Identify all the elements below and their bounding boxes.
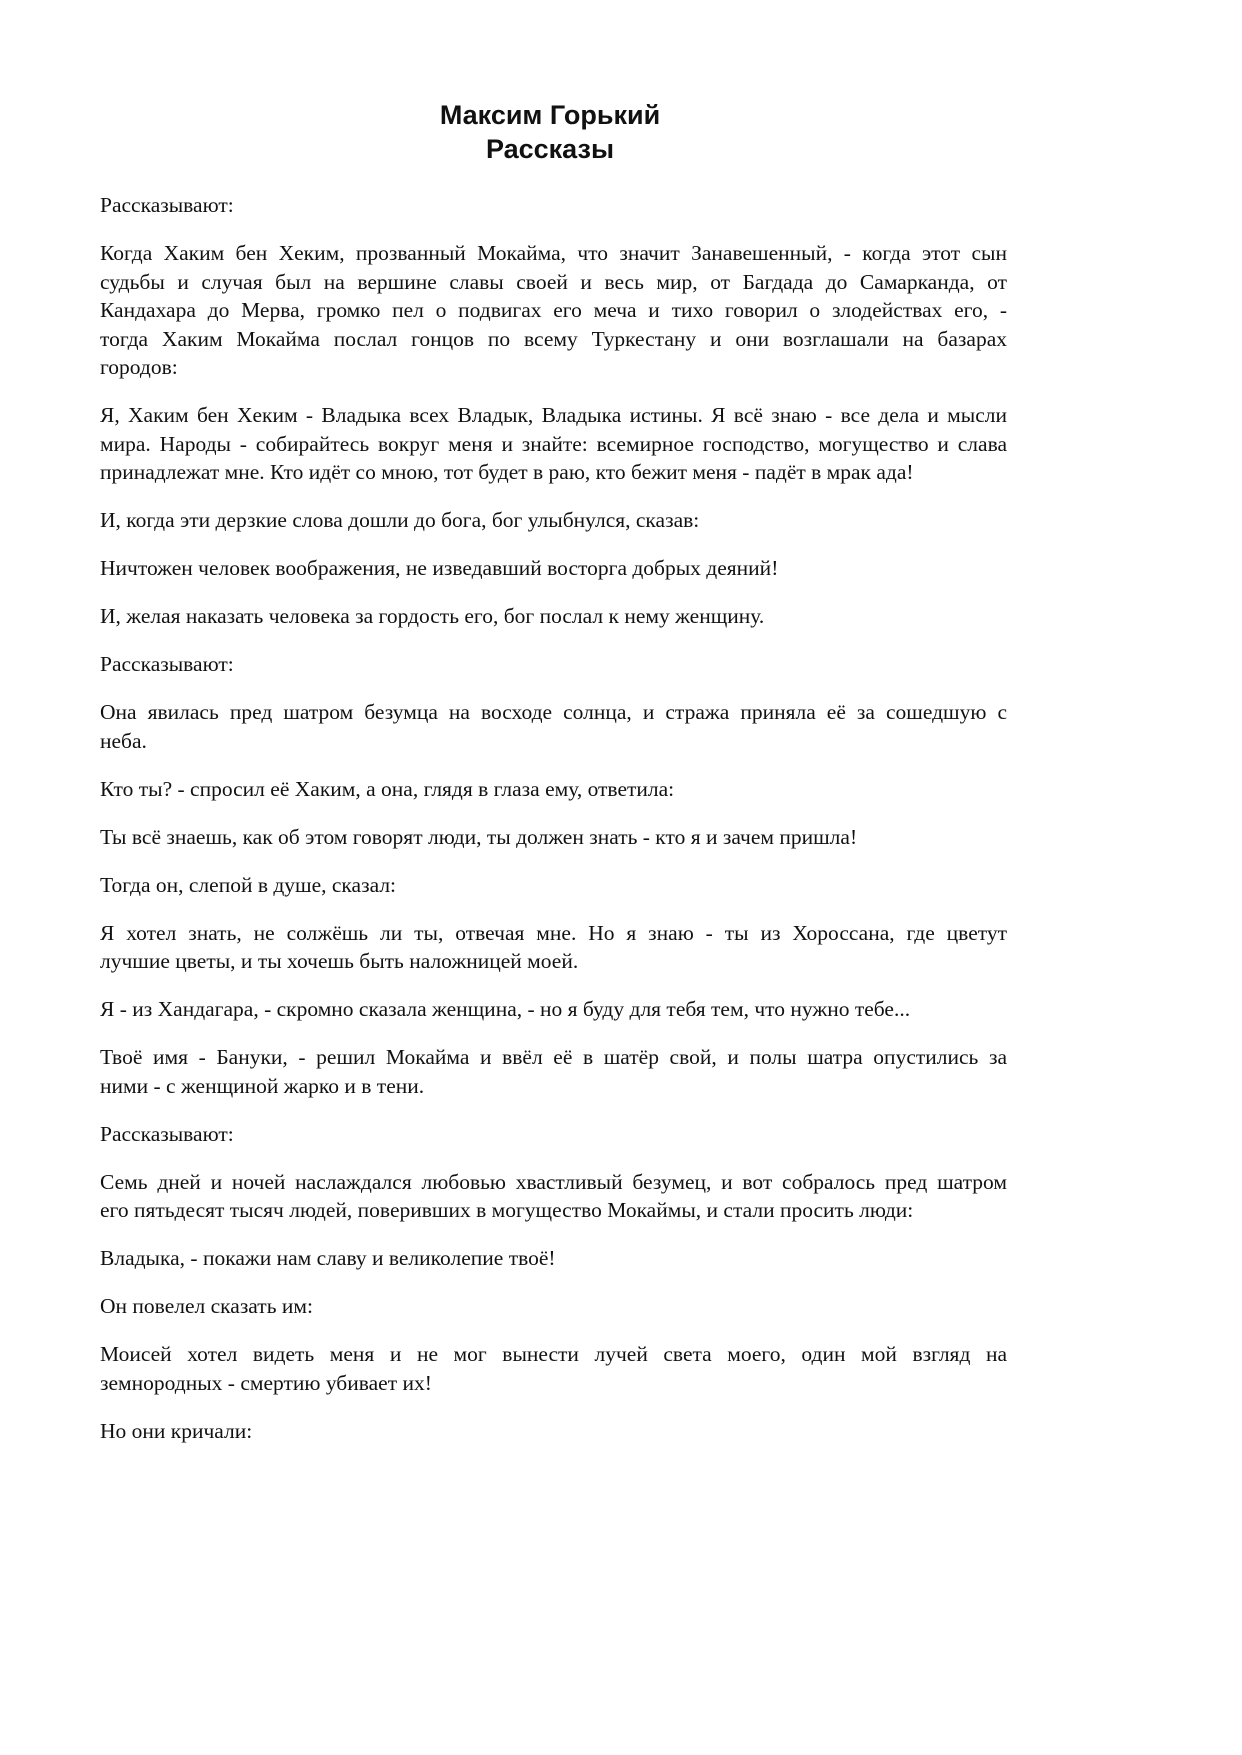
text-line: Владыка, - покажи нам славу и великолепие твоё! [100, 1246, 556, 1270]
paragraph [100, 506, 1007, 535]
paragraph [100, 871, 1007, 900]
text-line: Рассказывают: [100, 1121, 234, 1146]
paragraph [100, 698, 1007, 755]
text-line: Когда Хаким бен Хеким, прозванный Мокайма, что значит Занавешенный, - когда этот сын [100, 241, 1007, 265]
paragraph [100, 995, 1007, 1024]
text-line: Рассказывают: [100, 193, 234, 217]
text-line: его пятьдесят тысяч людей, поверивших в могущество Мокаймы, и стали просить люди: [100, 1198, 914, 1222]
text-line: И, желая наказать человека за гордость его, бог послал к нему женщину. [100, 604, 765, 628]
text-line: Ничтожен человек воображения, не изведавший восторга добрых деяний! [100, 556, 779, 580]
text-line: мира. Народы - собирайтесь вокруг меня и знайте: всемирное господство, могущество и слава [100, 431, 1007, 456]
text-line: Я хотел знать, не солжёшь ли ты, отвечая мне. Но я знаю - ты из Хороссана, где цветут [100, 920, 1007, 945]
text-line: земнородных - смертию убивает их! [100, 1370, 432, 1395]
paragraph [100, 401, 1007, 487]
paragraph [100, 1244, 1007, 1273]
paragraph [100, 239, 1007, 382]
paragraph [100, 1120, 1007, 1149]
text-line: Она явилась пред шатром безумца на восходе солнца, и стража приняла её за сошедшую с [100, 700, 1007, 724]
text-line: Ты всё знаешь, как об этом говорят люди, ты должен знать - кто я и зачем пришла! [100, 824, 858, 849]
paragraph [100, 650, 1007, 679]
text-line: Он повелел сказать им: [100, 1294, 313, 1318]
paragraph [100, 1340, 1007, 1397]
text-line: Я, Хаким бен Хеким - Владыка всех Владык, Владыка истины. Я всё знаю - все дела и мысли [100, 403, 1007, 427]
text-line: Но они кричали: [100, 1418, 253, 1443]
paragraph [100, 191, 1007, 220]
text-line: Твоё имя - Бануки, - решил Мокайма и ввёл её в шатёр свой, и полы шатра опустились за [100, 1045, 1007, 1069]
document-body [100, 191, 1007, 1465]
text-line: лучшие цветы, и ты хочешь быть наложницей моей. [100, 949, 579, 973]
paragraph [100, 823, 1007, 852]
text-line: судьбы и случая был на вершине славы своей и весь мир, от Багдада до Самарканда, от [100, 269, 1007, 294]
text-line: принадлежат мне. Кто идёт со мною, тот будет в раю, кто бежит меня - падёт в мрак ада! [100, 460, 914, 484]
text-line: ними - с женщиной жарко и в тени. [100, 1073, 425, 1098]
text-line: И, когда эти дерзкие слова дошли до бога, бог улыбнулся, сказав: [100, 508, 700, 532]
text-line: неба. [100, 728, 147, 753]
text-line: Тогда он, слепой в душе, сказал: [100, 872, 397, 897]
paragraph [100, 919, 1007, 976]
text-line: тогда Хаким Мокайма послал гонцов по всему Туркестану и они возглашали на базарах [100, 326, 1007, 351]
author-name: Максим Горький [439, 100, 661, 130]
text-line: Кандахара до Мерва, громко пел о подвигах его меча и тихо говорил о злодействах его, - [100, 298, 1007, 322]
paragraph [100, 1292, 1007, 1321]
paragraph [100, 554, 1007, 583]
paragraph [100, 1168, 1007, 1225]
collection-title: Рассказы [485, 134, 615, 164]
text-line: Я - из Хандагара, - скромно сказала женщина, - но я буду для тебя тем, что нужно тебе... [100, 997, 911, 1021]
text-line: Семь дней и ночей наслаждался любовью хвастливый безумец, и вот собралось пред шатром [100, 1169, 1007, 1194]
document-title [0, 98, 1100, 166]
paragraph [100, 602, 1007, 631]
paragraph [100, 1417, 1007, 1446]
text-line: Рассказывают: [100, 652, 234, 676]
text-line: городов: [100, 355, 178, 379]
text-line: Кто ты? - спросил её Хаким, а она, глядя в глаза ему, ответила: [100, 776, 675, 801]
text-line: Моисей хотел видеть меня и не мог вынести лучей света моего, один мой взгляд на [100, 1342, 1007, 1366]
paragraph [100, 1043, 1007, 1100]
paragraph [100, 775, 1007, 804]
